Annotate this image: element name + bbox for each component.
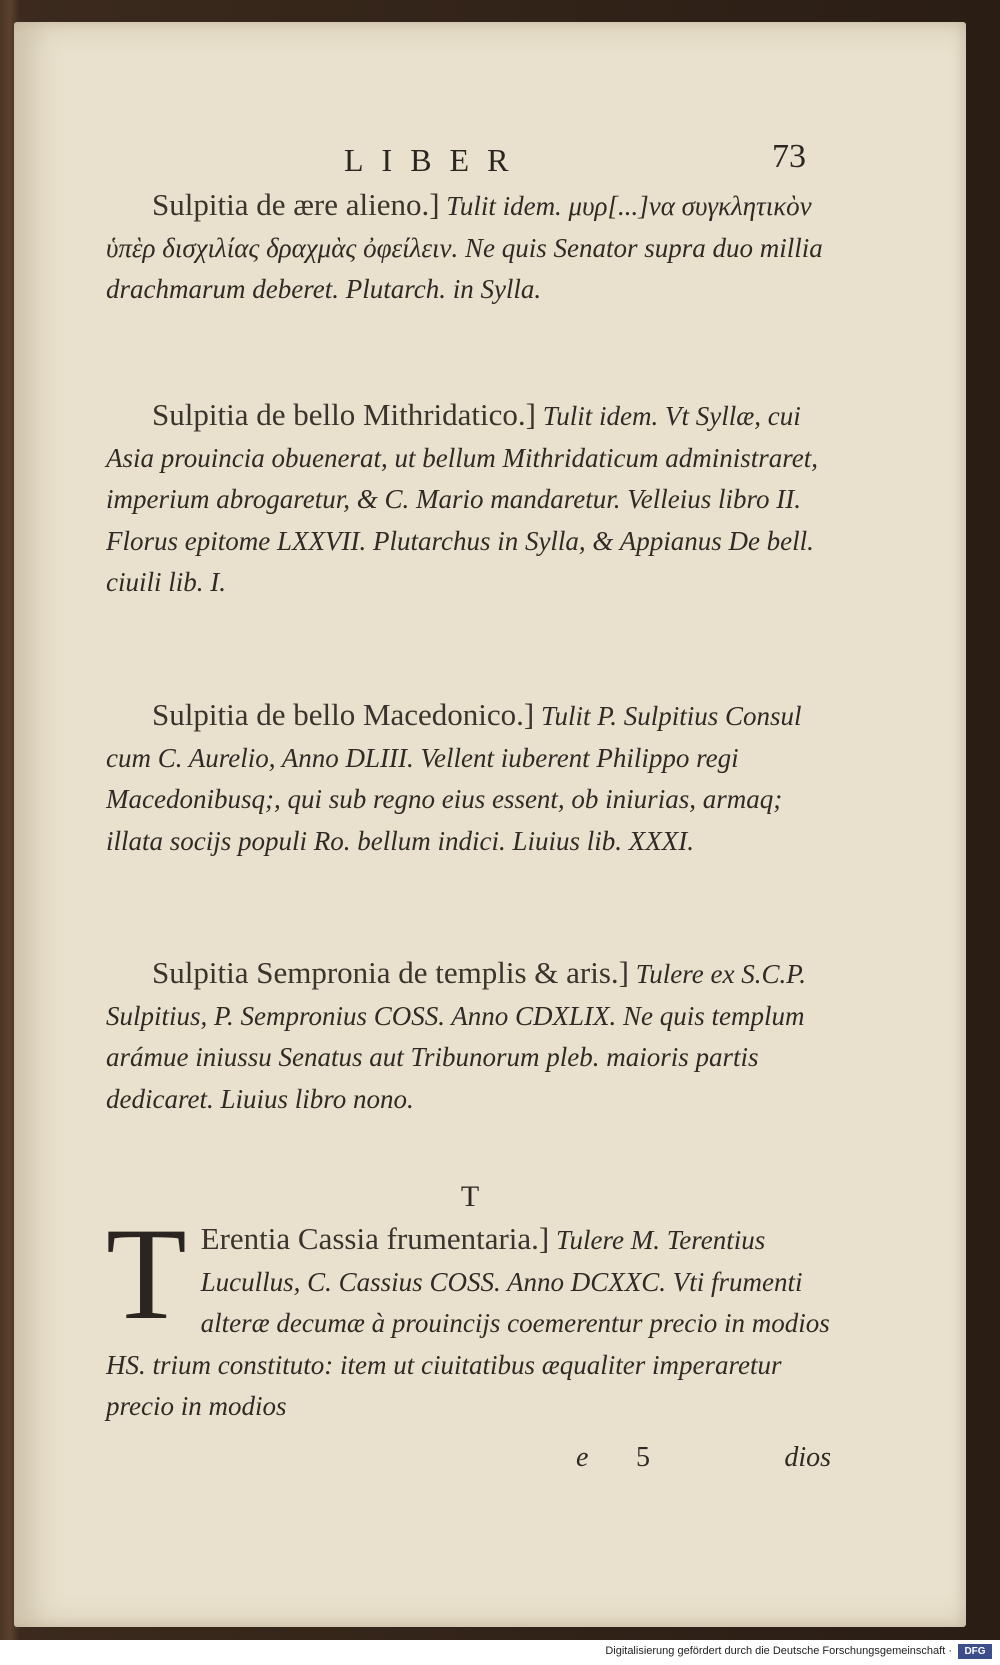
entry-4 (106, 952, 831, 1120)
entry-head: Sulpitia de ære alieno.] (152, 187, 440, 222)
catchword: dios (784, 1442, 831, 1473)
entry-body: Tulere ex S.C.P. Sulpitius, P. Sempronius COSS. Anno CDXLIX. Ne quis templum arámue iniussu Senatus aut Tribunorum pleb. maioris partis dedicaret. Liuius libro nono. (106, 959, 806, 1114)
entry-body: Tulit idem. Vt Syllæ, cui Asia prouincia obuenerat, ut bellum Mithridaticum administraret, imperium abrogaretur, & C. Mario mandaretur. Velleius libro II. Florus epitome LXXVII. Plutarchus in Sylla, & Appianus De bell. ciuili lib. I. (106, 401, 818, 597)
signature-number: 5 (636, 1442, 650, 1473)
footer-credit: Digitalisierung gefördert durch die Deutsche Forschungsgemeinschaft · (605, 1645, 952, 1657)
entry-head: Sulpitia de bello Macedonico.] (152, 697, 535, 732)
entry-head: Sulpitia Sempronia de templis & aris.] (152, 955, 629, 990)
catch-line (106, 1442, 831, 1482)
section-letter-text: T (460, 1180, 480, 1213)
drop-capital: T (106, 1200, 187, 1347)
entry-body: Tulere M. Terentius Lucullus, C. Cassius COSS. Anno DCXXC. Vti frumenti alteræ decumæ à prouincijs coemerentur precio in modios HS. trium constituto: item ut ciuitatibus æqualiter imperaretur precio in modios (106, 1225, 830, 1421)
signature-mark: e (576, 1442, 589, 1473)
running-head-title: LIBER (344, 142, 527, 178)
footer-bar (0, 1640, 1000, 1665)
running-head (14, 138, 966, 182)
entry-5 (106, 1200, 831, 1428)
entry-2 (106, 394, 831, 604)
entry-body: Tulit P. Sulpitius Consul cum C. Aurelio, Anno DLIII. Vellent iuberent Philippo regi Macedonibusq;, qui sub regno eius essent, ob iniurias, armaq; illata socijs populi Ro. bellum indici. Liuius lib. XXXI. (106, 701, 802, 856)
book-page (14, 22, 966, 1627)
page-number: 73 (772, 138, 806, 175)
entry-3 (106, 694, 831, 862)
dfg-logo: DFG (958, 1644, 992, 1659)
entry-head: Erentia Cassia frumentaria.] (200, 1221, 550, 1256)
entry-head: Sulpitia de bello Mithridatico.] (152, 397, 536, 432)
entry-body: Tulit idem. μυρ[...]να συγκλητικὸν ὑπὲρ δισχιλίας δραχμὰς ὀφείλειν. Ne quis Senator supra duo millia drachmarum deberet. Plutarch. in Sylla. (106, 191, 823, 304)
entry-1 (106, 184, 831, 311)
